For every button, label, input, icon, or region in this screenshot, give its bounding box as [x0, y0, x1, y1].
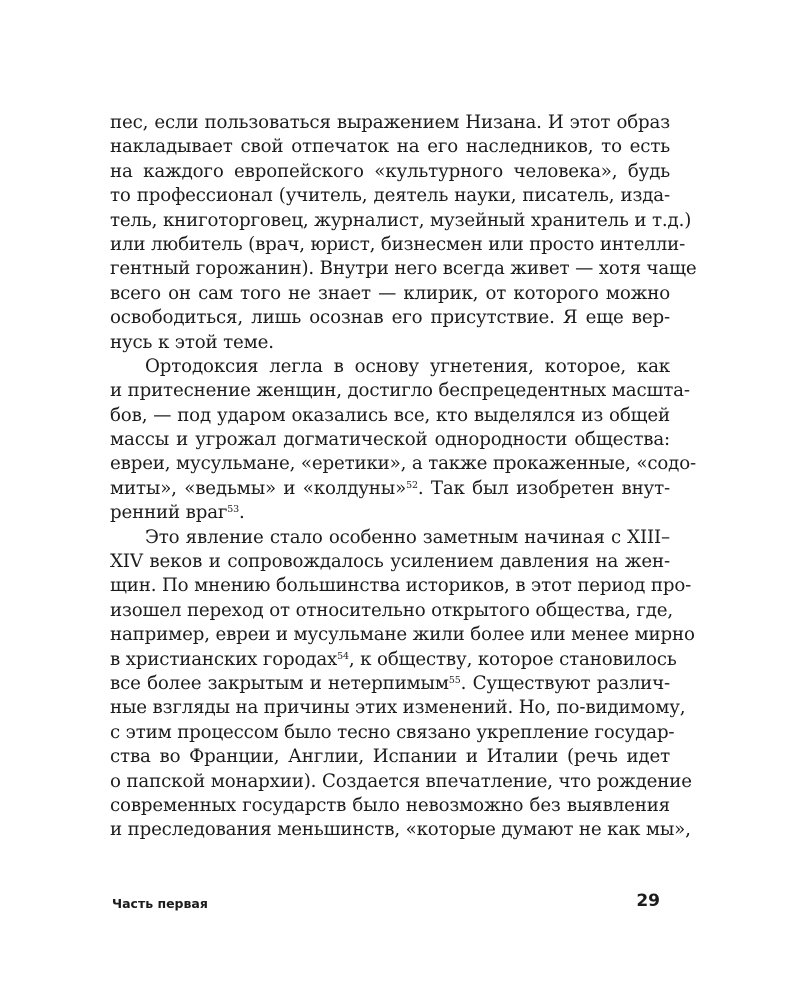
footnote-ref: 52 [406, 480, 418, 491]
text-line: тель, книготорговец, журналист, музейный хранитель и т.д.) [110, 209, 692, 231]
text-line: современных государств было невозможно без выявления [110, 794, 670, 816]
text-line: евреи, мусульмане, «еретики», а также прокаженные, «содо- [110, 453, 697, 475]
text-line: накладывает свой отпечаток на его наследников, то есть [110, 136, 670, 158]
text-line: нусь к этой теме. [110, 331, 274, 353]
text-line: освободиться, лишь осознав его присутствие. Я еще вер- [110, 307, 670, 329]
text-segment: ренний враг [110, 502, 228, 524]
text-line: гентный горожанин). Внутри него всегда живет — хотя чаще [110, 258, 697, 280]
text-line: и преследования меньшинств, «которые думают не как мы», [110, 819, 691, 841]
footnote-ref: 53 [227, 504, 240, 516]
text-line: то профессионал (учитель, деятель науки, писатель, изда- [110, 185, 670, 207]
text-line [110, 501, 670, 525]
text-line: массы и угрожал догматической однородности общества: [110, 429, 670, 451]
text-segment: . Существуют различ- [460, 672, 670, 694]
text-segment: . Так был изобретен внут- [417, 477, 671, 499]
text-line: ные взгляды на причины этих изменений. Но, по-видимому, [110, 697, 686, 719]
text-line [110, 648, 677, 672]
page-number: 29 [636, 891, 660, 911]
text-line: Это явление стало особенно заметным начиная с XIII– [145, 526, 670, 548]
text-line: пес, если пользоваться выражением Низана. И этот образ [110, 112, 670, 133]
text-line: бов, — под ударом оказались все, кто выделялся из общей [110, 404, 670, 426]
text-line: о папской монархии). Создается впечатление, что рождение [110, 770, 692, 792]
text-line [110, 672, 670, 696]
text-line [110, 477, 670, 501]
footnote-ref: 55 [448, 675, 461, 687]
text-line: всего он сам того не знает — клирик, от которого можно [110, 282, 670, 304]
text-line: Ортодоксия легла в основу угнетения, которое, как [145, 355, 670, 377]
text-line: на каждого европейского «культурного человека», будь [110, 160, 670, 182]
footnote-ref: 54 [337, 650, 349, 662]
text-line: и притеснение женщин, достигло беспрецедентных масшта- [110, 380, 690, 402]
text-segment: миты», «ведьмы» и «колдуны» [110, 477, 407, 499]
text-segment: в христианских городах [110, 648, 338, 670]
text-line: ства во Франции, Англии, Испании и Италии (речь идет [110, 746, 670, 768]
text-segment: все более закрытым и нетерпимым [110, 672, 449, 694]
body-text [110, 111, 697, 843]
text-segment: , к обществу, которое становилось [348, 648, 677, 670]
text-line: или любитель (врач, юрист, бизнесмен или просто интелли- [110, 233, 686, 255]
text-line: например, евреи и мусульмане жили более или менее мирно [110, 624, 695, 646]
text-line: с этим процессом было тесно связано укрепление государ- [110, 721, 675, 743]
text-segment: . [239, 502, 245, 524]
text-line: XIV веков и сопровождалось усилением давления на жен- [110, 551, 670, 573]
footer-section-title: Часть первая [112, 896, 208, 911]
text-line: щин. По мнению большинства историков, в этот период про- [110, 575, 692, 597]
text-line: изошел переход от относительно открытого общества, где, [110, 599, 674, 621]
